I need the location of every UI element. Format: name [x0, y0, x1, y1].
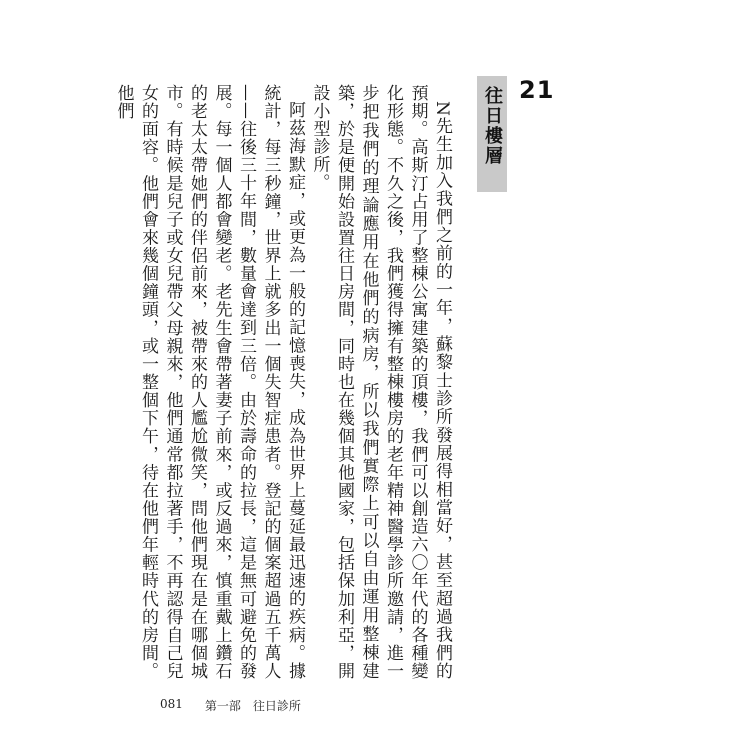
page-footer — [160, 697, 301, 714]
body-text — [113, 84, 454, 680]
chapter-title: 往日樓層 — [482, 86, 503, 166]
running-header — [205, 697, 301, 714]
section-label: 往日診所 — [252, 699, 301, 713]
part-label: 第一部 — [204, 699, 241, 713]
chapter-title-tab — [477, 76, 507, 192]
chapter-number: 21 — [519, 76, 555, 104]
paragraph: N先生加入我們之前的一年，蘇黎士診所發展得相當好，甚至超過我們的預期。高斯汀占用了整棟公寓建築的頂樓，我們可以創造六〇年代的各種變化形態。不久之後，我們獲得擁有整棟樓房的老年精神醫學診所邀請，進一步把我們的理論應用在他們的病房，所以我們實際上可以自由運用整棟建築，於是便開始設置往日房間，同時也在幾個其他國家，包括保加利亞，開設小型診所。 — [309, 84, 452, 680]
paragraph: 阿茲海默症，或更為一般的記憶喪失，成為世界上蔓延最迅速的疾病。據統計，每三秒鐘，世界上就多出一個失智症患者。登記的個案超過五千萬人——往後三十年間，數量會達到三倍。由於壽命的拉長，這是無可避免的發展。每一個人都會變老。老先生會帶著妻子前來，或反過來，慎重戴上鑽石的老太太帶她們的伴侶前來，被帶來的人尷尬微笑，問他們現在是在哪個城市。有時候是兒子或女兒帶父母親來，他們通常都拉著手，不再認得自己兒女的面容。他們會來幾個鐘頭，或一整個下午，待在他們年輕時代的房間。他們 — [113, 84, 305, 680]
page-number: 081 — [160, 697, 183, 711]
